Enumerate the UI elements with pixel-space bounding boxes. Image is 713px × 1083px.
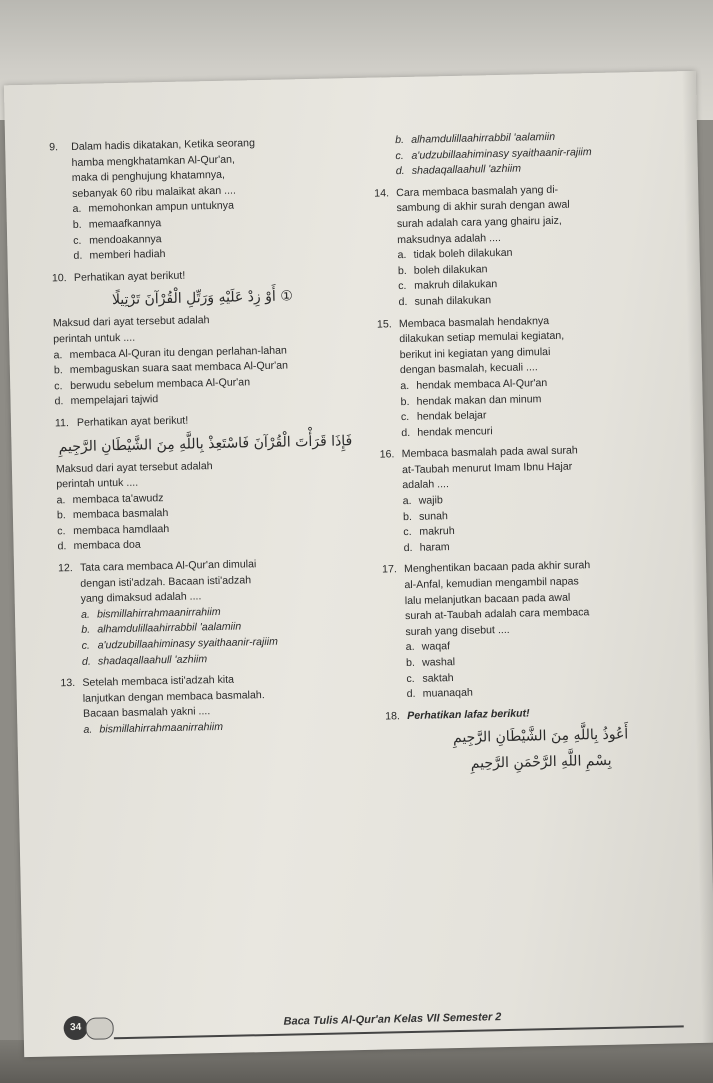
question-text-line: yang dimaksud adalah .... bbox=[80, 590, 202, 606]
question-number: 12. bbox=[57, 562, 73, 575]
answer-option: d. sunah dilakukan bbox=[398, 294, 492, 309]
answer-option: b. alhamdulillaahirrabbil 'aalamiin bbox=[395, 130, 556, 147]
question-text-line: dengan basmalah, kecuali .... bbox=[399, 361, 538, 377]
question-number: 11. bbox=[54, 416, 70, 430]
question-intro: Perhatikan lafaz berikut! bbox=[407, 707, 530, 722]
answer-option: c. berwudu sebelum membaca Al-Qur'an bbox=[54, 375, 251, 393]
answer-option: a. membaca Al-Quran itu dengan perlahan-lahan bbox=[53, 344, 287, 361]
question-11 bbox=[55, 410, 358, 555]
page-footer bbox=[63, 1001, 683, 1044]
question-text-line: dengan isti'adzah. Bacaan isti'adzah bbox=[80, 573, 252, 590]
footer-divider bbox=[114, 1025, 684, 1039]
question-14 bbox=[374, 180, 687, 311]
question-text-line: at-Taubah menurut Imam Ibnu Hajar bbox=[401, 460, 573, 476]
answer-option: c. a'udzubillaahiminasy syaithaanir-rajiim bbox=[81, 635, 278, 652]
question-number: 18. bbox=[385, 709, 401, 723]
question-17 bbox=[382, 556, 695, 703]
question-text-line: hamba mengkhatamkan Al-Qur'an, bbox=[71, 153, 235, 169]
question-16 bbox=[380, 441, 692, 557]
question-text-line: adalah .... bbox=[402, 478, 450, 492]
question-text-line: Tata cara membaca Al-Qur'an dimulai bbox=[79, 558, 257, 574]
answer-option: d. membaca doa bbox=[57, 539, 141, 553]
question-number: 14. bbox=[374, 187, 390, 200]
answer-option: d. muanaqah bbox=[406, 686, 473, 701]
question-12 bbox=[58, 555, 360, 670]
answer-option: a. hendak membaca Al-Qur'an bbox=[400, 376, 548, 393]
answer-option: c. membaca hamdlaah bbox=[57, 522, 170, 538]
question-text-line: Cara membaca basmalah yang di- bbox=[396, 183, 559, 199]
answer-option: c. a'udzubillaahiminasy syaithaanir-rajiim bbox=[395, 145, 592, 162]
page-number: 34 bbox=[63, 1016, 87, 1040]
question-text-line: Menghentikan bacaan pada akhir surah bbox=[403, 559, 591, 576]
question-text-line: lanjutkan dengan membaca basmalah. bbox=[82, 688, 265, 705]
question-text-line: surah adalah cara yang ghairu jaiz, bbox=[396, 214, 562, 231]
question-9 bbox=[49, 134, 352, 265]
question-number: 9. bbox=[49, 141, 59, 154]
question-text-line: berikut ini kegiatan yang dimulai bbox=[399, 345, 551, 361]
question-18 bbox=[385, 703, 696, 777]
answer-option: b. membaca basmalah bbox=[56, 507, 169, 522]
question-15 bbox=[377, 311, 690, 442]
answer-option: a. bismillahirrahmaanirrahiim bbox=[83, 720, 224, 736]
question-number: 10. bbox=[51, 271, 67, 285]
question-number: 17. bbox=[382, 563, 397, 576]
question-text-line: surah at-Taubah adalah cara membaca bbox=[404, 606, 590, 623]
question-text-line: Membaca basmalah pada awal surah bbox=[401, 444, 578, 461]
answer-option: c. makruh bbox=[403, 525, 455, 539]
answer-option: b. sunah bbox=[402, 509, 449, 523]
question-text-line: perintah untuk .... bbox=[56, 476, 139, 491]
answer-option: b. boleh dilakukan bbox=[397, 263, 488, 277]
answer-option: c. saktah bbox=[406, 671, 454, 685]
answer-option: a. waqaf bbox=[405, 640, 451, 654]
answer-option: a. memohonkan ampun untuknya bbox=[72, 199, 235, 216]
answer-option: d. hendak mencuri bbox=[401, 424, 493, 439]
answer-option: a. tidak boleh dilakukan bbox=[397, 246, 513, 262]
answer-option: d. shadaqallaahull 'azhiim bbox=[81, 652, 208, 668]
question-text-line: maka di penghujung khatamnya, bbox=[71, 168, 226, 185]
question-text-line: Maksud dari ayat tersebut adalah bbox=[55, 459, 213, 475]
question-text-line: Bacaan basmalah yakni .... bbox=[82, 705, 211, 721]
answer-option: c. hendak belajar bbox=[400, 409, 487, 424]
question-number: 15. bbox=[376, 317, 392, 331]
answer-option: d. haram bbox=[403, 540, 450, 554]
question-9-continued bbox=[373, 127, 684, 180]
left-column bbox=[49, 134, 362, 745]
question-number: 16. bbox=[379, 448, 395, 461]
question-10 bbox=[52, 265, 355, 410]
question-text-line: surah yang disebut .... bbox=[405, 623, 510, 638]
question-text-line: Membaca basmalah hendaknya bbox=[398, 314, 550, 330]
answer-option: c. makruh dilakukan bbox=[398, 278, 498, 293]
question-text-line: al-Anfal, kemudian mengambil napas bbox=[404, 575, 579, 592]
answer-option: b. memaafkannya bbox=[72, 217, 162, 231]
question-text-line: lalu melanjutkan bacaan pada awal bbox=[404, 591, 571, 607]
answer-option: b. washal bbox=[405, 656, 456, 670]
answer-option: c. mendoakannya bbox=[73, 232, 162, 247]
question-13 bbox=[60, 670, 361, 739]
question-text-line: sebanyak 60 ribu malaikat akan .... bbox=[72, 184, 236, 200]
book-tab-icon bbox=[85, 1017, 113, 1040]
question-intro: Perhatikan ayat berikut! bbox=[76, 414, 189, 429]
book-title: Baca Tulis Al-Qur'an Kelas VII Semester 2 bbox=[283, 1011, 502, 1028]
question-text-line: perintah untuk .... bbox=[53, 331, 136, 346]
arabic-verse: ① ﺃَﻭْ ﺯِﺩْ ﻋَﻠَﻴْﻪِ ﻭَﺭَﺗِّﻞِ ﺍﻟْﻘُﺮْﺁﻥَ ﺗَﺮْﺗِﻴﻠًﺎ bbox=[111, 288, 293, 309]
answer-option: b. membaguskan suara saat membaca Al-Qur'an bbox=[53, 359, 289, 377]
answer-option: d. mempelajari tajwid bbox=[54, 393, 159, 408]
arabic-verse-line: ﺃَﻋُﻮﺫُ ﺑِﺎﻟﻠَّﻪِ ﻣِﻦَ ﺍﻟﺸَّﻴْﻄَﺎﻥِ ﺍﻟﺮَّﺟِﻴﻢِ bbox=[452, 726, 629, 747]
question-text-line: Dalam hadis dikatakan, Ketika seorang bbox=[71, 137, 256, 153]
answer-option: a. bismillahirrahmaanirrahiim bbox=[80, 605, 221, 621]
answer-option: b. hendak makan dan minum bbox=[400, 392, 542, 408]
answer-option: b. alhamdulillaahirrabbil 'aalamiin bbox=[81, 620, 242, 637]
answer-option: d. memberi hadiah bbox=[73, 248, 166, 263]
arabic-verse: ﻓَﺈِﺫَﺍ ﻗَﺮَﺃْﺕَ ﺍﻟْﻘُﺮْﺁﻥَ ﻓَﺎﺳْﺘَﻌِﺬْ ﺑِﺎﻟﻠَّﻪِ ﻣِﻦَ ﺍﻟﺸَّﻴْﻄَﺎﻥِ ﺍﻟﺮَّﺟِﻴﻢِ bbox=[58, 432, 353, 455]
right-column bbox=[373, 127, 697, 783]
worksheet-page bbox=[4, 71, 713, 1057]
answer-option: d. shadaqallaahull 'azhiim bbox=[395, 162, 522, 178]
answer-option: a. wajib bbox=[402, 494, 443, 508]
question-text-line: sambung di akhir surah dengan awal bbox=[396, 198, 570, 215]
question-text-line: Maksud dari ayat tersebut adalah bbox=[52, 314, 210, 330]
question-text-line: dilakukan setiap memulai kegiatan, bbox=[399, 329, 565, 346]
arabic-verse-line: ﺑِﺴْﻢِ ﺍﻟﻠَّﻪِ ﺍﻟﺮَّﺣْﻤَﻦِ ﺍﻟﺮَّﺣِﻴﻢِ bbox=[470, 753, 612, 773]
question-text-line: maksudnya adalah .... bbox=[397, 231, 501, 246]
question-number: 13. bbox=[60, 677, 76, 690]
question-text-line: Setelah membaca isti'adzah kita bbox=[82, 673, 235, 690]
question-intro: Perhatikan ayat berikut! bbox=[73, 269, 186, 284]
answer-option: a. membaca ta'awudz bbox=[56, 491, 164, 507]
